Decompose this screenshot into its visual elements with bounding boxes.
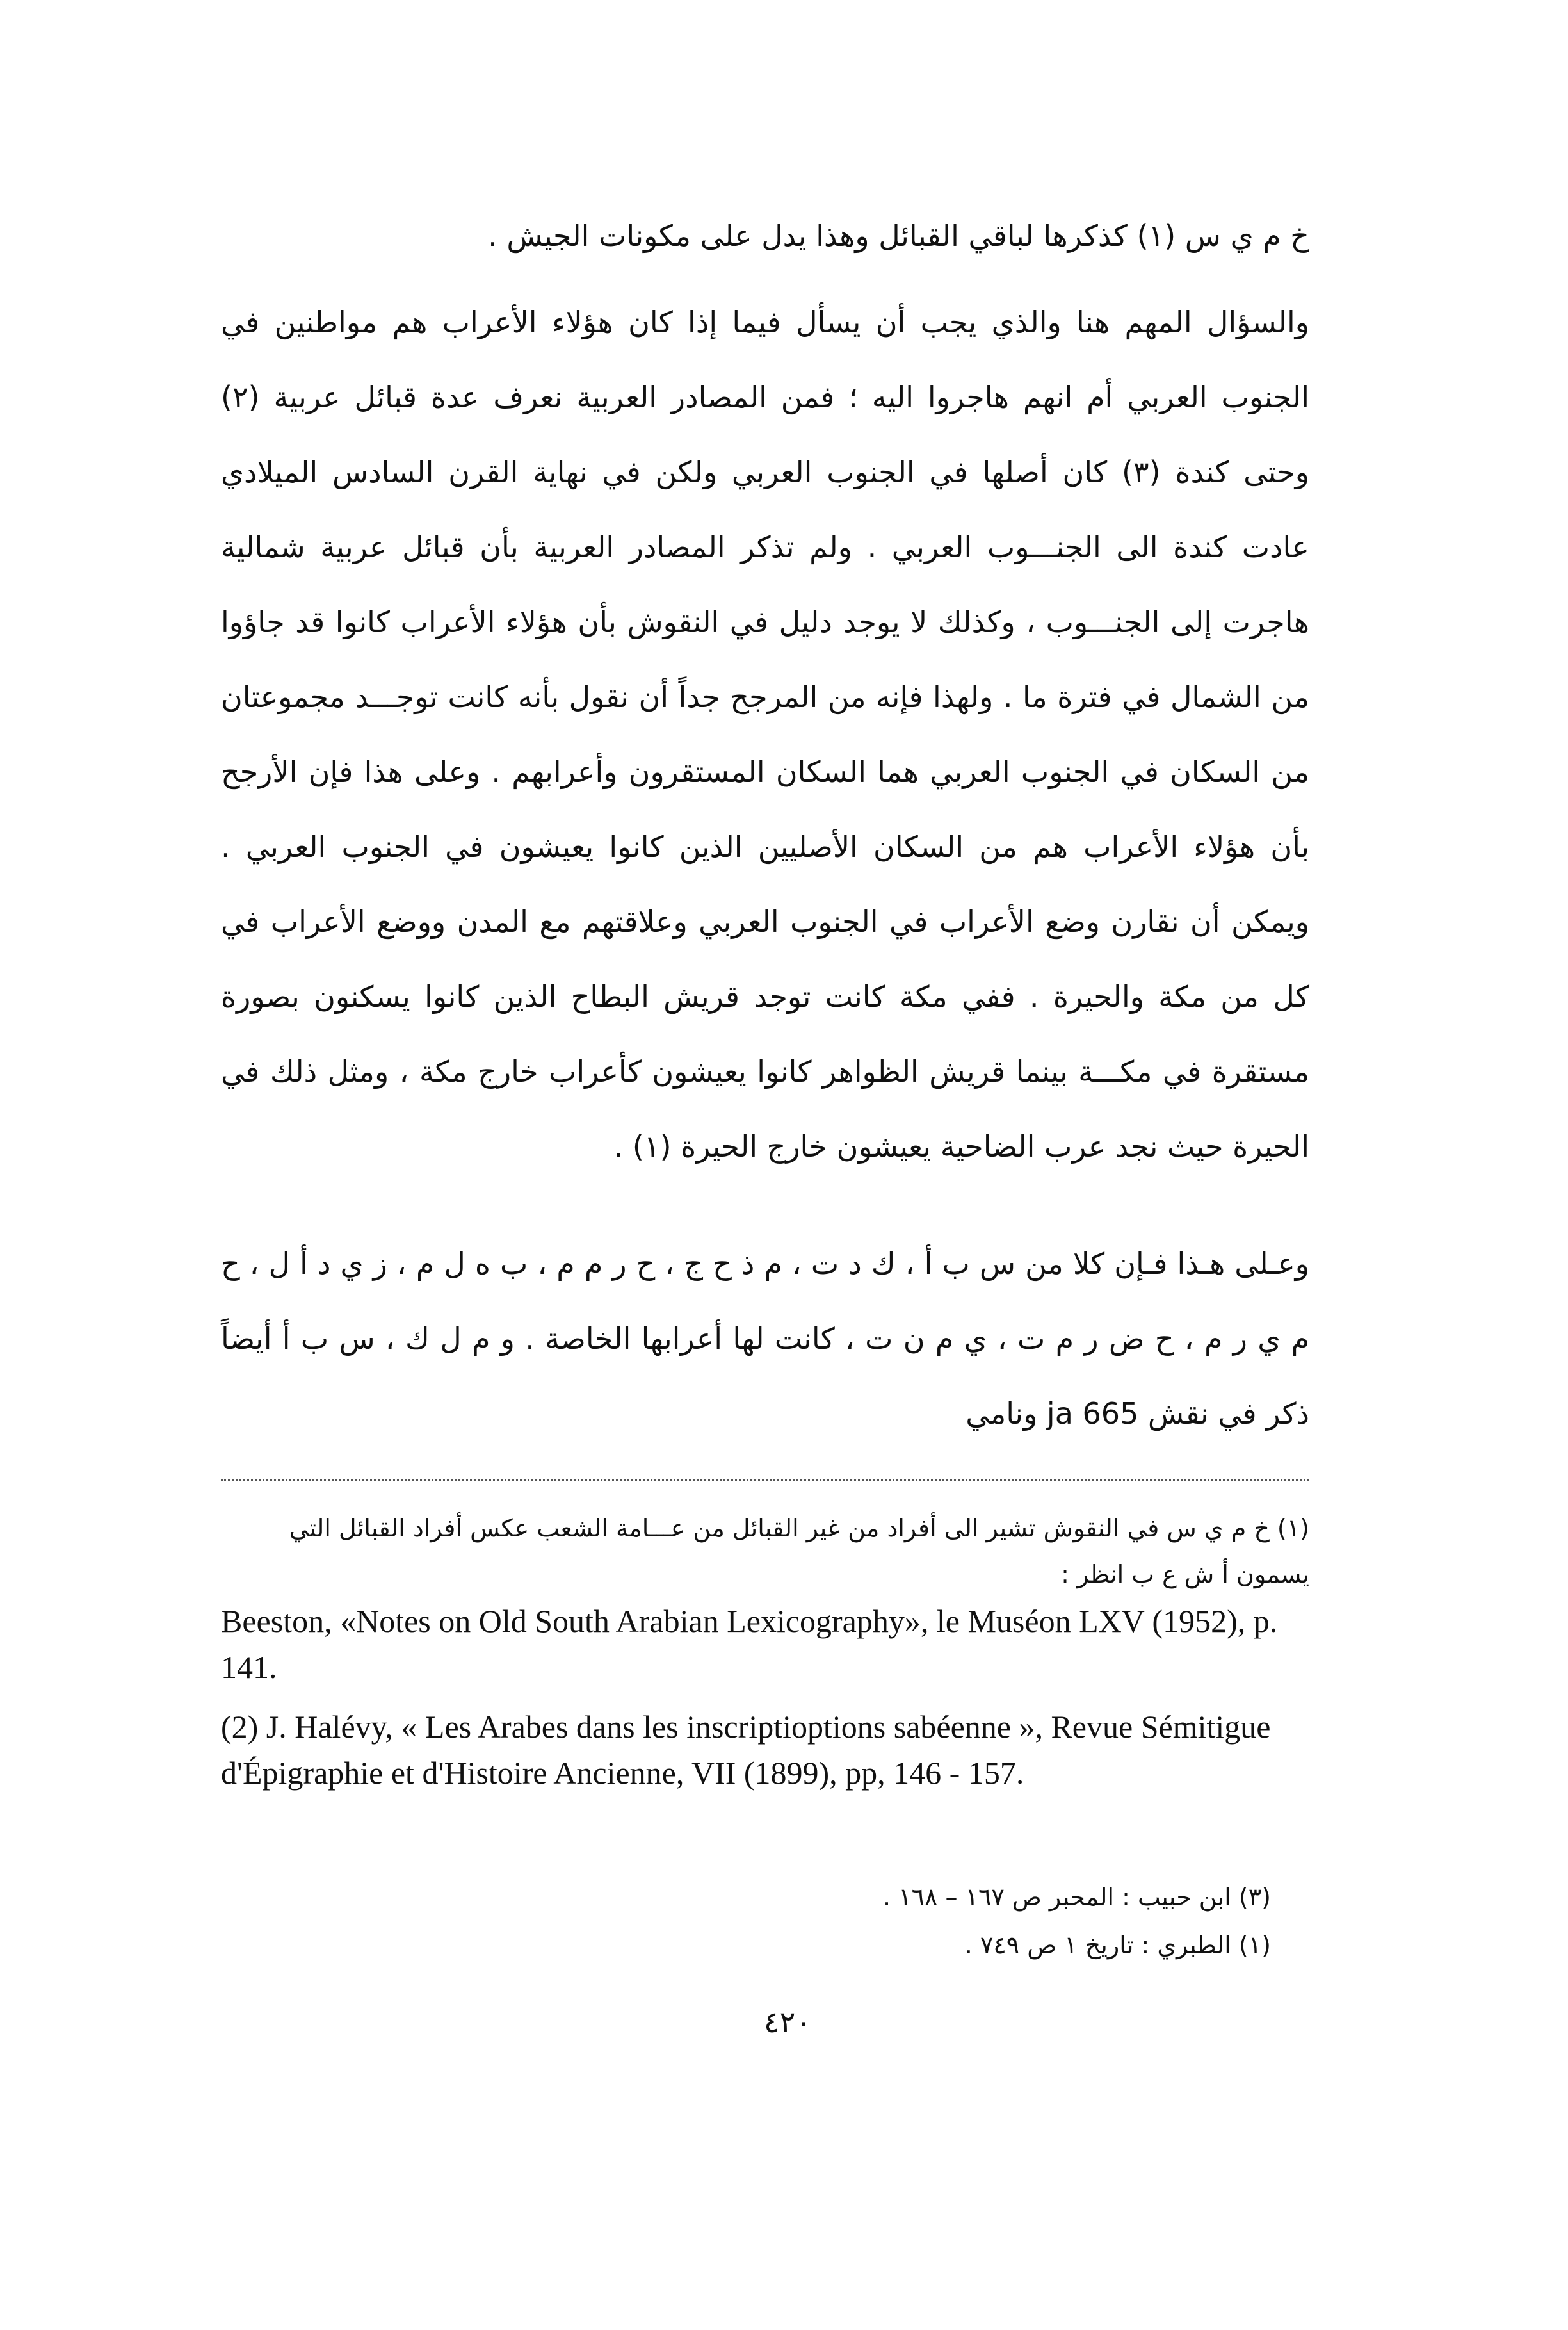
footnote-text: Beeston, «Notes on Old South Arabian Lexicography», le Muséon LXV (1952), p. 141. [221,1603,1278,1685]
footnote-1-arabic: (١) خ م ي س في النقوش تشير الى أفراد من غير القبائل من عـــامة الشعب عكس أفراد القبائل التي يسمون أ ش ع ب انظر : [289,1514,1309,1588]
paragraph-text: وعـلى هـذا فـإن كلا من س ب أ ، ك د ت ، م ذ ح ج ، ح ر م م ، ب ه ل م ، ز ي د أ ل ، ح م ي ر م ، ح ض ر م ت ، ي م ن ت ، كانت لها أعرابها الخاصة . و م ل ك ، س ب أ أيضاً ذكر في نقش ja 665 ونامي [221,1246,1309,1431]
paragraph-text: والسؤال المهم هنا والذي يجب أن يسأل فيما إذا كان هؤلاء الأعراب هم مواطنين في الجنوب العربي أم انهم هاجروا اليه ؛ فمن المصادر العربية نعرف عدة قبائل عربية (٢) وحتى كندة (٣) كان أصلها في الجنوب العربي ولكن في نهاية القرن السادس الميلادي عادت كندة الى الجنـــوب العربي . ولم تذكر المصادر العربية بأن قبائل عربية شمالية هاجرت إلى الجنـــوب ، وكذلك لا يوجد دليل في النقوش بأن هؤلاء الأعراب كانوا قد جاؤوا من الشمال في فترة ما . ولهذا فإنه من المرجح جداً أن نقول بأنه كانت توجـــد مجموعتان من السكان في الجنوب العربي هما السكان المستقرون وأعرابهم . وعلى هذا فإن الأرجح بأن هؤلاء الأعراب هم من السكان الأصليين الذين كانوا يعيشون في الجنوب العربي . ويمكن أن نقارن وضع الأعراب في الجنوب العربي وعلاقتهم مع المدن ووضع الأعراب في كل من مكة والحيرة . ففي مكة كانت توجد قريش البطاح الذين كانوا يسكنون بصورة مستقرة في مكـــة بينما قريش الظواهر كانوا يعيشون كأعراب خارج مكة ، ومثل ذلك في الحيرة حيث نجد عرب الضاحية يعيشون خارج الحيرة (١) . [221,305,1309,1164]
footnote-separator [221,1479,1309,1481]
footnote-1-latin [221,1598,1309,1690]
footnote-4: (١) الطبري : تاريخ ١ ص ٧٤٩ . [964,1931,1271,1959]
footnote-text: (2) J. Halévy, « Les Arabes dans les inscriptioptions sabéenne », Revue Sémitigue d'Épigraphie et d'Histoire Ancienne, VII (1899), pp, 146 - 157. [221,1709,1271,1791]
page-number: ٤٢٠ [763,2005,812,2039]
body-paragraph-1 [221,199,1309,273]
footnote-3: (٣) ابن حبيب : المحبر ص ١٦٧ – ١٦٨ . [883,1883,1271,1911]
body-paragraph-2 [221,285,1309,1184]
footnote-2-latin [221,1704,1309,1796]
paragraph-text: خ م ي س (١) كذكرها لباقي القبائل وهذا يدل على مكونات الجيش . [488,218,1309,253]
body-paragraph-3 [221,1226,1309,1451]
